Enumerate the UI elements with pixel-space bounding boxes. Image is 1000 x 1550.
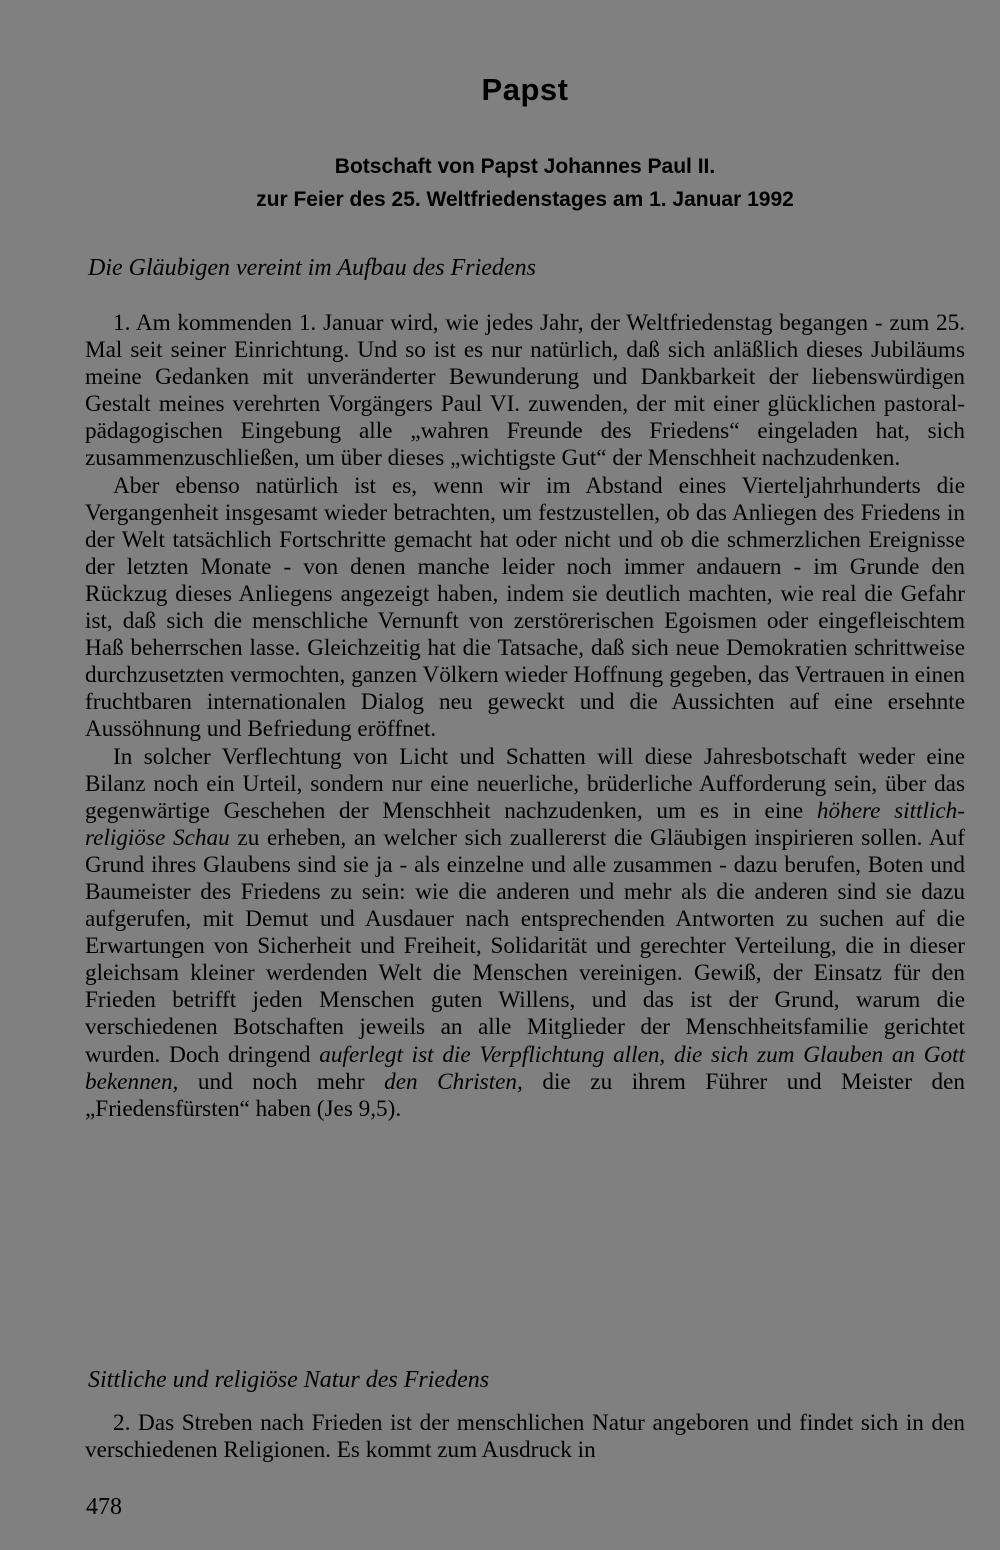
paragraph-3-emphasis-1: höhere sittlich-religiöse Schau: [85, 797, 965, 851]
paragraph-2: Aber ebenso natürlich ist es, wenn wir im Abstand eines Vierteljahrhunderts die Vergangenheit insgesamt wieder betrachten, um festzustellen, ob das Anliegen des Friedens in der Welt tatsächlich Fortschritte gemacht hat oder nicht und ob die schmerzlichen Ereignisse der letzten Monate - von denen manche leider noch immer andauern - im Grunde den Rückzug dieses Anliegens angezeigt haben, indem sie deutlich machten, wie real die Gefahr ist, daß sich die menschliche Vernunft von zerstörerischen Egoismen oder eingefleischtem Haß beherrschen lasse. Gleichzeitig hat die Tatsache, daß sich neue Demokratien schrittweise durchzusetzten vermochten, ganzen Völkern wieder Hoffnung gegeben, das Vertrauen in einen fruchtbaren internationalen Dialog neu geweckt und die Aussichten auf eine ersehnte Aussöhnung und Befriedung eröffnet.: [85, 472, 965, 743]
paragraph-1: 1. Am kommenden 1. Januar wird, wie jedes Jahr, der Weltfriedenstag begangen - zum 25. Mal seit seiner Einrichtung. Und so ist es nur natürlich, daß sich anläßlich dieses Jubiläums meine Gedanken mit unveränderter Bewunderung und Dankbarkeit der liebenswürdigen Gestalt meines verehrten Vorgängers Paul VI. zuwenden, der mit einer glücklichen pastoral-pädagogischen Eingebung alle „wahren Freunde des Friedens“ eingeladen hat, sich zusammenzuschließen, um über dieses „wichtigste Gut“ der Menschheit nachzudenken.: [85, 310, 965, 472]
section-2-body: [85, 1410, 965, 1464]
running-head: Papst: [481, 72, 569, 107]
paragraph-3: [85, 744, 965, 1123]
paragraph-4: 2. Das Streben nach Frieden ist der menschlichen Natur angeboren und findet sich in den verschiedenen Religionen. Es kommt zum Ausdruck in: [85, 1410, 965, 1464]
title-line-2: zur Feier des 25. Weltfriedenstages am 1. Januar 1992: [256, 188, 794, 211]
section-heading-1: Die Gläubigen vereint im Aufbau des Friedens: [88, 255, 536, 281]
paragraph-3-text-c: und noch mehr: [178, 1068, 385, 1095]
title-line-1: Botschaft von Papst Johannes Paul II.: [334, 155, 716, 178]
document-title: [0, 150, 1000, 216]
paragraph-3-emphasis-3: den Christen,: [384, 1068, 523, 1095]
paragraph-3-text-d: die zu ihrem Führer und Meister den „Friedensfürsten“ haben (Jes 9,5).: [85, 1068, 965, 1122]
section-heading-2: Sittliche und religiöse Natur des Friedens: [88, 1367, 490, 1393]
page-number: 478: [86, 1494, 122, 1520]
paragraph-3-emphasis-2: auferlegt ist die Verpflichtung allen, die sich zum Glauben an Gott bekennen,: [85, 1041, 965, 1095]
paragraph-3-text-b: zu erheben, an welcher sich zuallererst die Gläubigen inspirieren sollen. Auf Grund ihres Glaubens sind sie ja - als einzelne und alle zusammen - dazu berufen, Boten und Baumeister des Friedens zu sein: wie die anderen und mehr als die anderen sind sie dazu aufgerufen, mit Demut und Ausdauer nach entsprechenden Antworten zu suchen auf die Erwartungen von Sicherheit und Freiheit, Solidarität und gerechter Verteilung, die in dieser gleichsam kleiner werdenden Welt die Menschen vereinigen. Gewiß, der Einsatz für den Frieden betrifft jeden Menschen guten Willens, und das ist der Grund, warum die verschiedenen Botschaften jeweils an alle Mitglieder der Menschheitsfamilie gerichtet wurden. Doch dringend: [85, 824, 965, 1068]
paragraph-3-text-a: In solcher Verflechtung von Licht und Schatten will diese Jahresbotschaft weder eine Bilanz noch ein Urteil, sondern nur eine neuerliche, brüderliche Aufforderung sein, über das gegenwärtige Geschehen der Menschheit nachzudenken, um es in eine: [85, 743, 965, 824]
section-1-body: [85, 310, 965, 1123]
